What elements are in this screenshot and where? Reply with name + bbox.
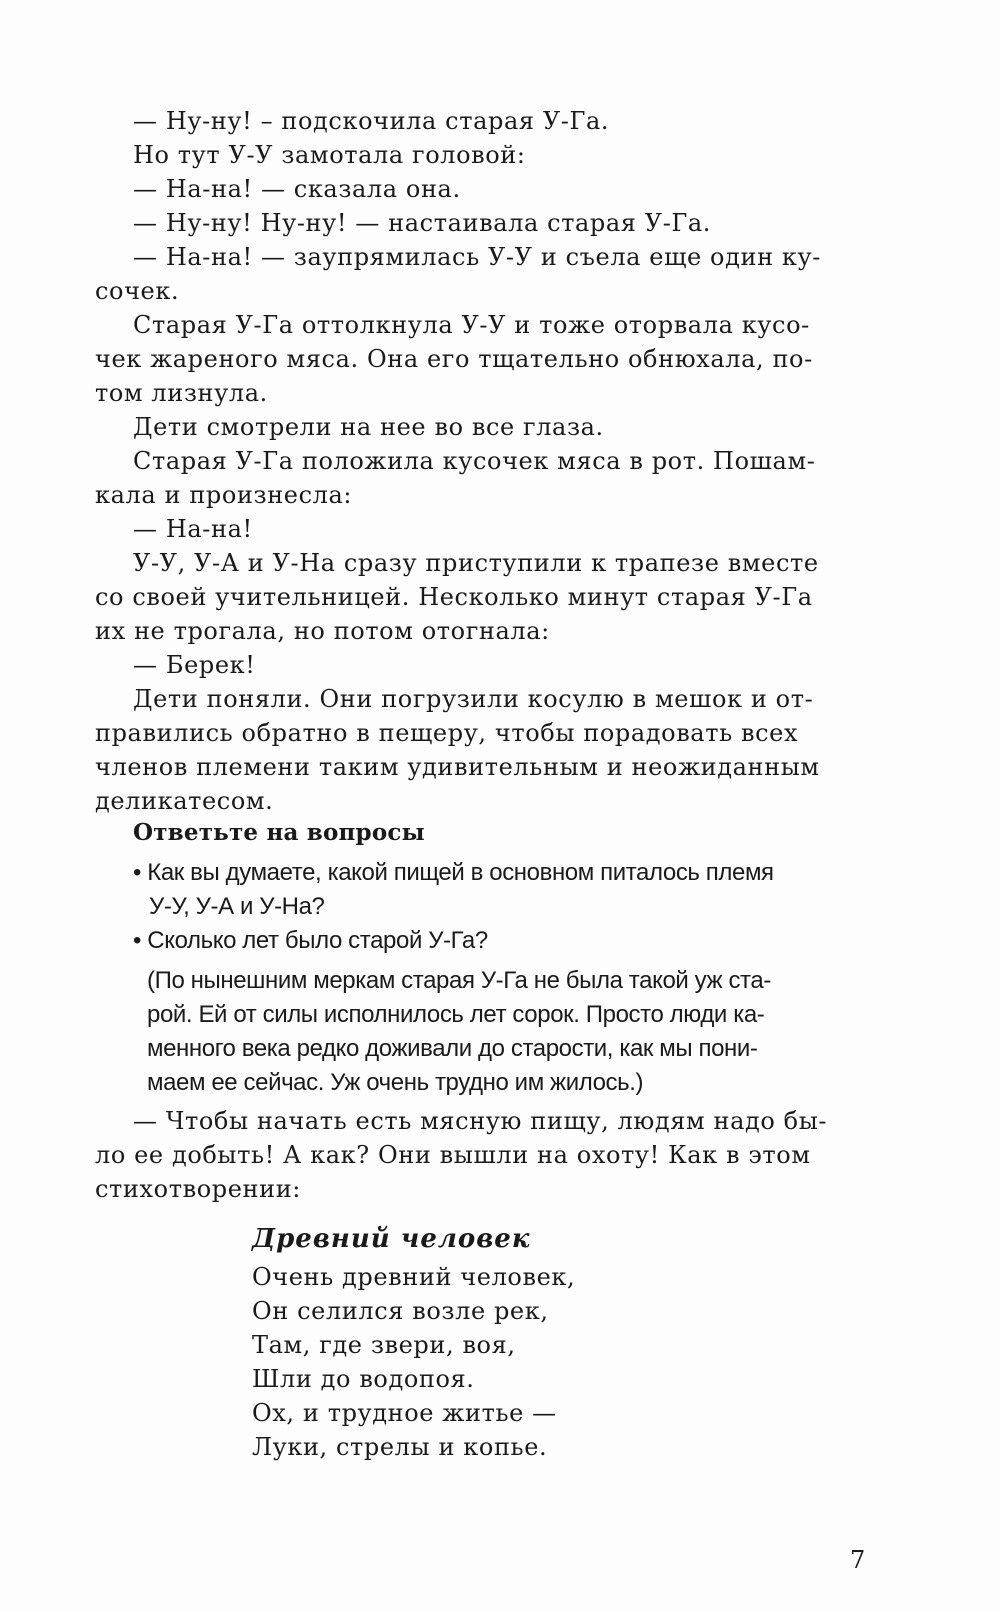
poem-line: Там, где звери, воя, [252,1331,516,1359]
poem-line: Ох, и трудное житье — [252,1399,557,1427]
story-line: Дети смотрели на нее во все глаза. [133,413,604,441]
poem-line: Шли до водопоя. [252,1365,475,1393]
page-number: 7 [850,1546,866,1574]
question-item: • Как вы думаете, какой пищей в основном питалось племя [133,859,774,886]
story-line: том лизнула. [95,379,268,407]
story-line: их не трогала, но потом отогнала: [95,617,550,645]
story-line: Старая У-Га положила кусочек мяса в рот. Пошам- [133,447,816,475]
poem [252,1222,752,1464]
answer-note-line: менного века редко доживали до старости, как мы пони- [147,1035,758,1062]
intro-line: — Чтобы начать есть мясную пищу, людям надо бы- [133,1107,828,1135]
story-line: — На-на! — сказала она. [133,175,461,203]
story-line: со своей учительницей. Несколько минут старая У-Га [95,583,813,611]
poem-line: Луки, стрелы и копье. [252,1433,548,1461]
answer-note-line: (По нынешним меркам старая У-Га не была такой уж ста- [147,967,771,994]
poem-line: Очень древний человек, [252,1263,576,1291]
question-item: • Сколько лет было старой У-Га? [133,927,488,954]
intro-line: стихотворении: [95,1175,301,1203]
story-line: Старая У-Га оттолкнула У-У и тоже оторвала кусо- [133,311,810,339]
answer-note-line: рой. Ей от силы исполнилось лет сорок. Просто люди ка- [147,1001,765,1028]
questions-heading [133,816,881,850]
question-item-continued: У-У, У-А и У-На? [149,893,325,920]
story-line: кала и произнесла: [95,481,353,509]
story-line: Дети поняли. Они погрузили косулю в мешок и от- [133,685,814,713]
answer-note-line: маем ее сейчас. Уж очень трудно им жилось.) [147,1069,644,1096]
story-line: — Ну-ну! Ну-ну! — настаивала старая У-Га. [133,209,712,237]
story-text [95,104,881,818]
poem-line: Он селился возле рек, [252,1297,549,1325]
questions-list [133,856,883,1100]
story-line: сочек. [95,277,180,305]
story-line: — На-на! [133,515,253,543]
story-line: У-У, У-А и У-На сразу приступили к трапезе вместе [133,549,819,577]
story-line: правились обратно в пещеру, чтобы порадовать всех [95,719,799,747]
poem-title: Древний человек [252,1224,531,1254]
intro-line: ло ее добыть! А как? Они вышли на охоту! Как в этом [95,1141,811,1169]
story-line: — Ну-ну! – подскочила старая У-Га. [133,107,610,135]
story-line: чек жареного мяса. Она его тщательно обнюхала, по- [95,345,813,373]
story-line: членов племени таким удивительным и неожиданным [95,753,820,781]
intro-text [95,1104,881,1206]
section-heading: Ответьте на вопросы [133,819,425,846]
story-line: — На-на! — заупрямилась У-У и съела еще один ку- [133,243,821,271]
story-line: Но тут У-У замотала головой: [133,141,526,169]
story-line: — Берек! [133,651,256,679]
story-line: деликатесом. [95,787,274,815]
